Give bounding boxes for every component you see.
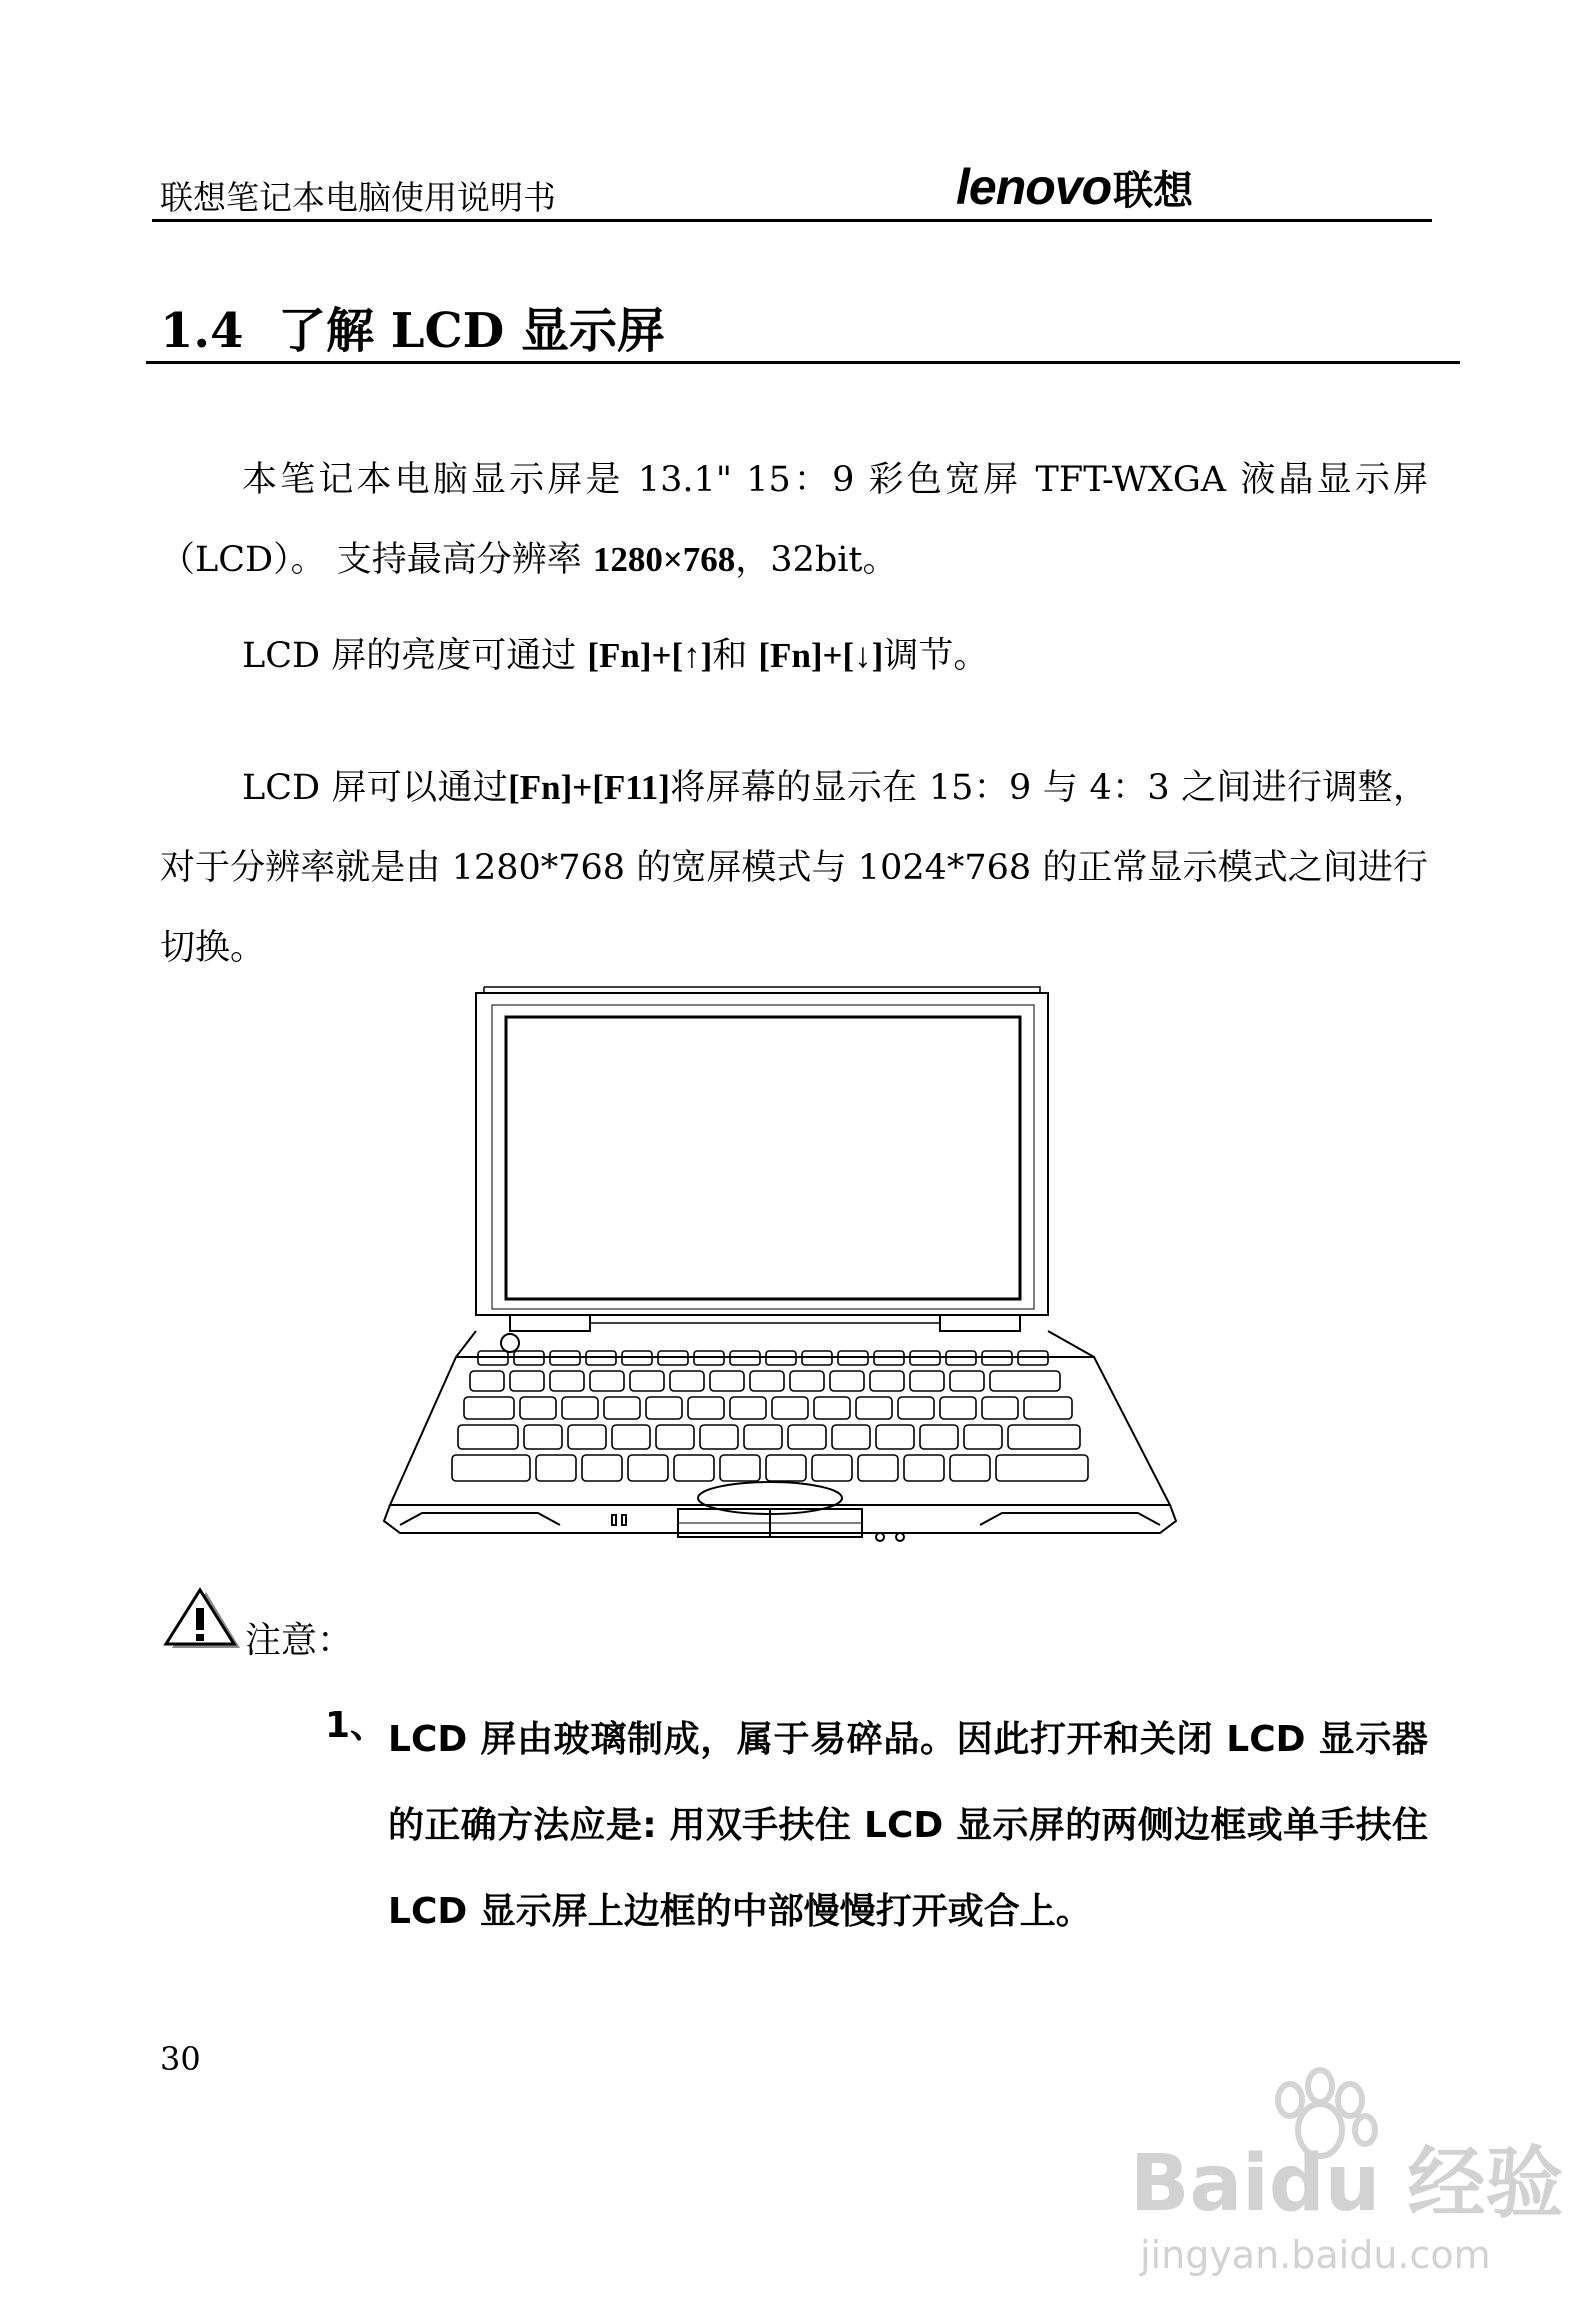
watermark-url: jingyan.baidu.com	[1140, 2233, 1491, 2277]
p1-text-a: 本笔记本电脑显示屏是 13.1" 15：9 彩色宽屏 TFT-WXGA 液晶显示屏（LCD）。 支持最高分辨率	[160, 460, 1428, 580]
warning-triangle-icon	[162, 1588, 242, 1652]
paragraph-brightness	[160, 616, 1428, 696]
p2-text-mid: 和	[712, 636, 759, 676]
p3-text-b: 将屏幕的显示在 15：9 与 4：3 之间进行调整，对于分辨率就是由 1280*768 的宽屏模式与 1024*768 的正常显示模式之间进行切换。	[160, 768, 1428, 968]
section-heading	[160, 292, 665, 361]
paragraph-aspect-toggle	[160, 748, 1428, 988]
lenovo-logo	[956, 158, 1193, 216]
p3-text-a: LCD 屏可以通过	[242, 768, 509, 808]
notice-label: 注意：	[245, 1620, 354, 1661]
section-title: 了解 LCD 显示屏	[278, 303, 666, 359]
p1-resolution: 1280×768	[592, 540, 736, 579]
notice-item-number: 1、	[325, 1705, 387, 1746]
section-divider	[146, 361, 1460, 364]
paragraph-display-spec	[160, 440, 1428, 600]
p2-key-up: [Fn]+[↑]	[587, 636, 713, 675]
baidu-watermark	[1120, 2060, 1564, 2300]
p3-key-f11: [Fn]+[F11]	[508, 768, 670, 807]
notice-item-text: LCD 屏由玻璃制成，属于易碎品。因此打开和关闭 LCD 显示器的正确方法应是: 用双手扶住 LCD 显示屏的两侧边框或单手扶住 LCD 显示屏上边框的中部慢慢打开或合上。	[388, 1719, 1428, 1932]
p2-key-down: [Fn]+[↓]	[758, 636, 884, 675]
watermark-brand: Baidu 经验	[1130, 2139, 1564, 2229]
header-title: 联想笔记本电脑使用说明书	[160, 178, 556, 217]
p2-text-b: 调节。	[883, 636, 989, 676]
p2-text-a: LCD 屏的亮度可通过	[242, 636, 588, 676]
p1-text-b: ，32bit。	[735, 540, 898, 580]
section-number: 1.4	[160, 303, 244, 359]
header-divider	[152, 219, 1432, 222]
page-number: 30	[160, 2040, 201, 2078]
laptop-illustration	[360, 985, 1200, 1545]
logo-text-en: lenovo	[956, 159, 1112, 215]
logo-text-cn: 联想	[1113, 168, 1194, 214]
